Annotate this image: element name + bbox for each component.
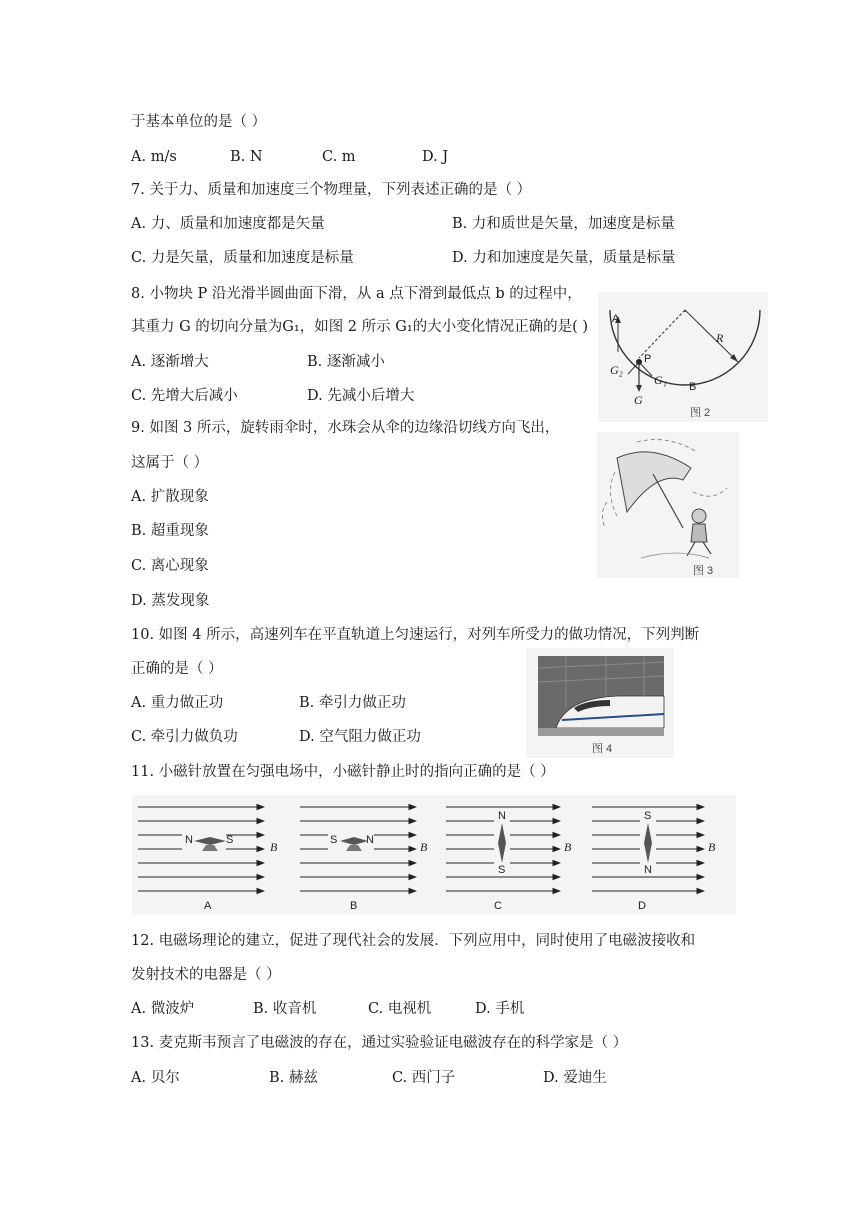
panel-d [592, 807, 716, 912]
q6-option-c: C. m [322, 149, 356, 165]
figure-11-compass-panels [132, 795, 736, 915]
child-head [692, 509, 706, 523]
q12-option-b: B. 收音机 [253, 1001, 317, 1017]
q13-option-b: B. 赫兹 [269, 1070, 318, 1086]
q13-option-a: A. 贝尔 [131, 1070, 180, 1086]
dashed-radius [639, 310, 685, 358]
q9-stem-line1: 9. 如图 3 所示，旋转雨伞时，水珠会从伞的边缘沿切线方向飞出， [131, 420, 560, 436]
q12-option-d: D. 手机 [475, 1001, 525, 1017]
panel-c-needle-top: N [498, 810, 506, 822]
q7-option-b: B. 力和质世是矢量，加速度是标量 [452, 216, 675, 232]
q12-stem-line1: 12. 电磁场理论的建立，促进了现代社会的发展．下列应用中，同时使用了电磁波接收和 [131, 933, 696, 949]
q8-option-d: D. 先减小后增大 [307, 388, 415, 404]
panel-b-needle-left: S [330, 834, 338, 846]
label-g1: G₁ [654, 373, 667, 387]
q8-option-a: A. 逐渐增大 [131, 354, 209, 370]
q9-option-d: D. 蒸发现象 [131, 593, 210, 609]
panel-d-field-b: B [708, 840, 716, 854]
label-g: G [634, 393, 643, 407]
q10-option-b: B. 牵引力做正功 [299, 695, 406, 711]
q6-stem-tail: 于基本单位的是（ ） [131, 114, 267, 130]
q13-option-d: D. 爱迪生 [543, 1070, 607, 1086]
panel-c-needle-bottom: S [498, 864, 506, 876]
panel-c-field-b: B [564, 840, 572, 854]
figure-2-caption: 图 2 [690, 407, 711, 419]
panel-d-label: D [638, 900, 646, 912]
panel-c [446, 807, 572, 912]
q7-option-d: D. 力和加速度是矢量，质量是标量 [452, 250, 676, 266]
panel-b-label: B [350, 900, 358, 912]
label-g2: G₂ [610, 363, 623, 377]
q12-option-a: A. 微波炉 [131, 1001, 195, 1017]
q8-option-c: C. 先增大后减小 [131, 388, 238, 404]
panel-c-label: C [494, 900, 502, 912]
q9-option-c: C. 离心现象 [131, 558, 209, 574]
q8-stem-line2: 其重力 G 的切向分量为G₁，如图 2 所示 G₁的大小变化情况正确的是( ) [131, 319, 589, 335]
figure-3-umbrella [597, 432, 739, 578]
panel-b-needle-right: N [366, 834, 374, 846]
q8-option-b: B. 逐渐减小 [307, 354, 385, 370]
q7-stem: 7. 关于力、质量和加速度三个物理量，下列表述正确的是（ ） [131, 182, 532, 198]
q13-stem: 13. 麦克斯韦预言了电磁波的存在，通过实验验证电磁波存在的科学家是（ ） [131, 1035, 628, 1051]
q9-stem-line2: 这属于（ ） [131, 455, 209, 471]
panel-a-needle-left: N [185, 834, 193, 846]
panel-a-field-b: B [270, 840, 278, 854]
q10-stem-line1: 10. 如图 4 所示，高速列车在平直轨道上匀速运行，对列车所受力的做功情况，下列判断 [131, 627, 700, 643]
q6-option-d: D. J [422, 149, 449, 165]
umbrella-canopy [617, 452, 691, 512]
panel-d-needle-bottom: N [644, 864, 652, 876]
q10-option-d: D. 空气阻力做正功 [299, 729, 421, 745]
q10-stem-line2: 正确的是（ ） [131, 661, 223, 677]
q11-stem: 11. 小磁针放置在匀强电场中，小磁针静止时的指向正确的是（ ） [131, 764, 555, 780]
panel-a [138, 807, 278, 912]
q10-option-a: A. 重力做正功 [131, 695, 224, 711]
q13-option-c: C. 西门子 [392, 1070, 456, 1086]
q9-option-a: A. 扩散现象 [131, 489, 209, 505]
panel-b [300, 807, 428, 912]
q7-option-c: C. 力是矢量，质量和加速度是标量 [131, 250, 354, 266]
radius-line [685, 310, 738, 362]
q7-option-a: A. 力、质量和加速度都是矢量 [131, 216, 325, 232]
label-p: P [644, 353, 652, 365]
semicircle-track [610, 310, 760, 385]
figure-4-train [526, 648, 674, 758]
q12-option-c: C. 电视机 [368, 1001, 432, 1017]
panel-a-label: A [204, 900, 212, 912]
q9-option-b: B. 超重现象 [131, 523, 209, 539]
umbrella-handle [653, 474, 683, 528]
label-b: B [689, 381, 697, 393]
label-r: R [716, 331, 724, 345]
q10-option-c: C. 牵引力做负功 [131, 729, 238, 745]
panel-d-needle-top: S [644, 810, 652, 822]
figure-3-caption: 图 3 [693, 565, 714, 577]
label-a: A [612, 313, 620, 325]
figure-4-caption: 图 4 [592, 743, 613, 755]
panel-b-field-b: B [420, 840, 428, 854]
q6-option-b: B. N [230, 149, 263, 165]
q6-option-a: A. m/s [131, 149, 177, 165]
q12-stem-line2: 发射技术的电器是（ ） [131, 967, 281, 983]
q8-stem-line1: 8. 小物块 P 沿光滑半圆曲面下滑，从 a 点下滑到最低点 b 的过程中， [131, 286, 582, 302]
panel-a-needle-right: S [226, 834, 234, 846]
child-body [691, 524, 707, 542]
figure-2-semicircle [598, 292, 768, 422]
